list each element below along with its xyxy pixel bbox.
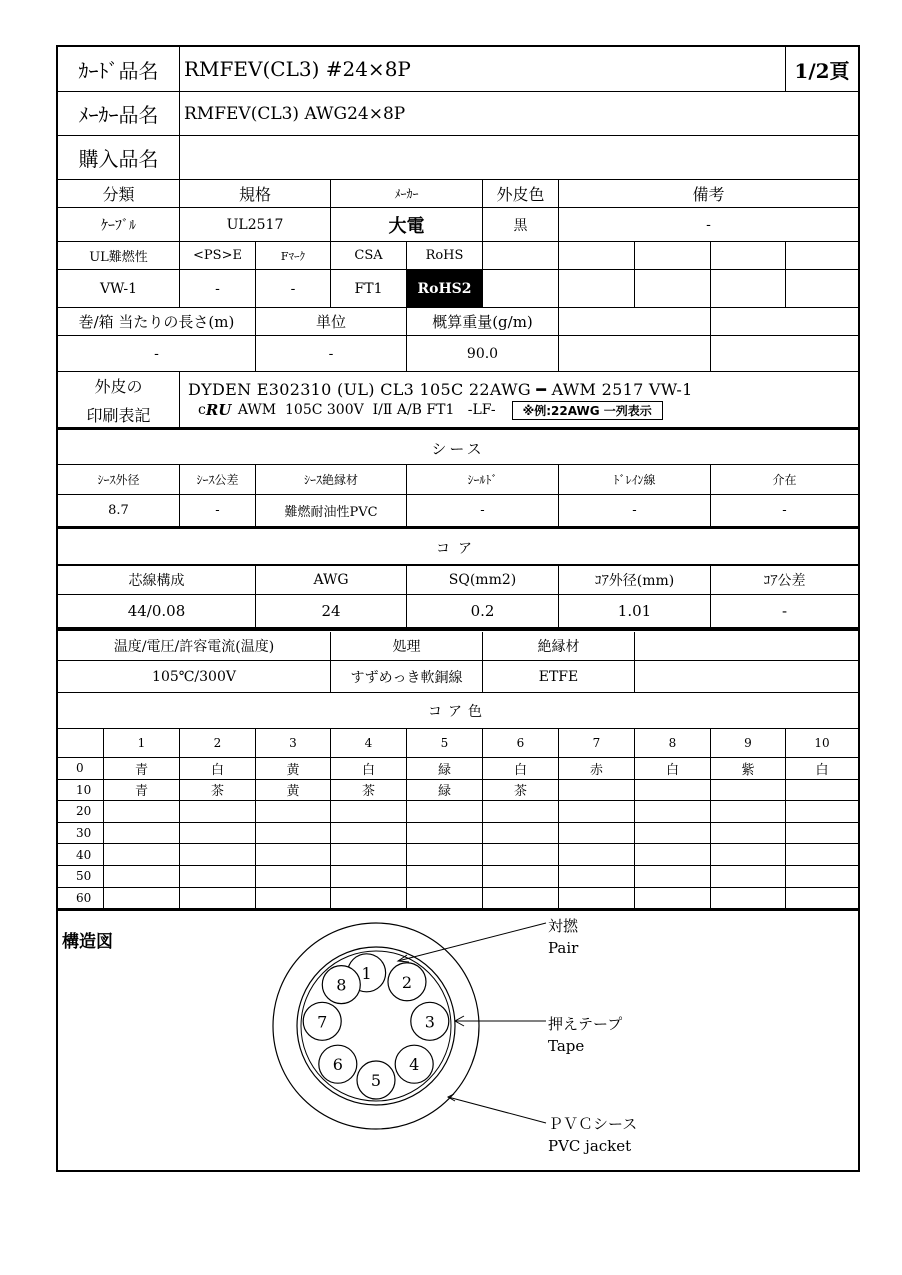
- core-color-row-label: 20: [58, 801, 104, 823]
- card-name-label: ｶｰﾄﾞ品名: [58, 47, 180, 92]
- packaging-header-empty: [559, 308, 711, 336]
- core-color-cell: 白: [483, 758, 559, 780]
- approval-header-empty: [786, 242, 858, 270]
- core-number-label: 3: [424, 1012, 435, 1032]
- sheath-value: 難燃耐油性PVC: [256, 495, 407, 527]
- approval-header-empty: [559, 242, 635, 270]
- core-color-cell: 茶: [331, 780, 407, 802]
- tape-label-en: Tape: [548, 1037, 585, 1055]
- core-header: SQ(mm2): [407, 565, 559, 595]
- core-color-cell: 白: [635, 758, 711, 780]
- packaging-header: 概算重量(g/m): [407, 308, 559, 336]
- core-color-title: コア色: [58, 693, 858, 729]
- core-color-col-header: 2: [180, 729, 256, 758]
- approval-header-empty: [483, 242, 559, 270]
- maker-name-value: RMFEV(CL3) AWG24×8P: [180, 92, 858, 136]
- approval-value: VW-1: [58, 270, 180, 308]
- core-color-cell: 白: [180, 758, 256, 780]
- core-value: 1.01: [559, 595, 711, 628]
- purchase-name-label: 購入品名: [58, 136, 180, 180]
- ul-recognized-logo: RU: [205, 401, 232, 419]
- core-color-cell: [256, 801, 331, 823]
- approval-header: <PS>E: [180, 242, 256, 270]
- core-color-cell: 赤: [559, 758, 635, 780]
- core-color-row-label: 0: [58, 758, 104, 780]
- core-color-cell: [180, 823, 256, 845]
- core-color-cell: [559, 844, 635, 866]
- core-value2: 105℃/300V: [58, 661, 331, 693]
- core-color-cell: [711, 801, 786, 823]
- core-color-cell: [559, 780, 635, 802]
- packaging-header-empty: [711, 308, 858, 336]
- core-color-cell: [483, 823, 559, 845]
- core-value: -: [711, 595, 858, 628]
- approval-value-empty: [559, 270, 635, 308]
- core-color-col-header: 7: [559, 729, 635, 758]
- core-color-cell: [786, 844, 858, 866]
- approval-value-empty: [483, 270, 559, 308]
- jacket-leader-line: [448, 1097, 546, 1123]
- core-header2: 処理: [331, 632, 483, 661]
- jacket-label-en: PVC jacket: [548, 1137, 632, 1155]
- core-color-row-label: 10: [58, 780, 104, 802]
- sheath-header: ｼｰｽ絶縁材: [256, 465, 407, 495]
- packaging-header: 巻/箱 当たりの長さ(m): [58, 308, 256, 336]
- core-color-cell: [711, 780, 786, 802]
- core-color-cell: [180, 801, 256, 823]
- core-color-cell: [635, 888, 711, 910]
- sheath-header: 介在: [711, 465, 858, 495]
- core-color-col-header: 4: [331, 729, 407, 758]
- approval-value: -: [256, 270, 331, 308]
- sheath-value: -: [711, 495, 858, 527]
- sheath-header: ｼｰｽ外径: [58, 465, 180, 495]
- core-color-cell: 茶: [180, 780, 256, 802]
- core-header: AWG: [256, 565, 407, 595]
- marking-example-box: ※例:22AWG 一列表示: [512, 401, 663, 420]
- core-color-cell: [256, 844, 331, 866]
- core-color-cell: 黄: [256, 758, 331, 780]
- core-value: 0.2: [407, 595, 559, 628]
- core-number-label: 2: [401, 972, 413, 992]
- core-color-cell: [786, 888, 858, 910]
- core-color-cell: 緑: [407, 780, 483, 802]
- jacket-label-jp: ＰＶＣシース: [548, 1115, 638, 1133]
- core-number-label: 6: [332, 1055, 343, 1075]
- core-color-cell: 茶: [483, 780, 559, 802]
- classification-header: 分類: [58, 180, 180, 208]
- core-color-cell: [711, 888, 786, 910]
- core-color-cell: [635, 866, 711, 888]
- core-color-cell: [483, 844, 559, 866]
- card-name-value: RMFEV(CL3) #24×8P: [180, 47, 786, 92]
- core-color-cell: [407, 844, 483, 866]
- core-color-cell: [711, 844, 786, 866]
- core-color-cell: [331, 866, 407, 888]
- core-color-col-header: [58, 729, 104, 758]
- approval-header: CSA: [331, 242, 407, 270]
- classification-header: ﾒｰｶｰ: [331, 180, 483, 208]
- approval-header: Fﾏｰｸ: [256, 242, 331, 270]
- marking-label-line1: 外皮の: [94, 376, 143, 396]
- pair-label-en: Pair: [548, 939, 579, 957]
- core-color-cell: [635, 780, 711, 802]
- core-color-cell: [786, 780, 858, 802]
- packaging-header: 単位: [256, 308, 407, 336]
- core-color-cell: [786, 866, 858, 888]
- core-color-cell: [559, 888, 635, 910]
- packaging-value: -: [58, 336, 256, 372]
- core-color-cell: 紫: [711, 758, 786, 780]
- core-color-cell: 青: [104, 758, 180, 780]
- classification-header: 規格: [180, 180, 331, 208]
- sheath-value: -: [407, 495, 559, 527]
- core-color-cell: [483, 801, 559, 823]
- core-header2: 温度/電圧/許容電流(温度): [58, 632, 331, 661]
- packaging-value-empty: [711, 336, 858, 372]
- marking-line2: [188, 401, 663, 420]
- core-color-cell: [407, 801, 483, 823]
- sheath-header: ﾄﾞﾚｲﾝ線: [559, 465, 711, 495]
- core-color-cell: 白: [331, 758, 407, 780]
- sheath-title: シース: [58, 432, 858, 465]
- core-color-cell: [635, 823, 711, 845]
- core-color-cell: [180, 844, 256, 866]
- core-color-cell: [407, 888, 483, 910]
- core-value: 24: [256, 595, 407, 628]
- core-header: ｺｱ公差: [711, 565, 858, 595]
- core-color-row-label: 40: [58, 844, 104, 866]
- core-color-cell: [104, 888, 180, 910]
- core-color-cell: 青: [104, 780, 180, 802]
- marking-label: [58, 372, 180, 428]
- core-number-label: 4: [409, 1055, 420, 1075]
- core-number-label: 7: [317, 1012, 328, 1032]
- core-header2-empty: [635, 632, 858, 661]
- core-color-cell: [331, 888, 407, 910]
- pair-label-jp: 対撚: [548, 917, 579, 935]
- core-color-cell: [104, 844, 180, 866]
- approval-value-empty: [786, 270, 858, 308]
- approval-header-empty: [635, 242, 711, 270]
- core-color-cell: [483, 866, 559, 888]
- core-color-cell: [104, 866, 180, 888]
- maker-name-label: ﾒｰｶｰ品名: [58, 92, 180, 136]
- page-number: 1/2頁: [786, 47, 858, 92]
- section-divider: [58, 428, 858, 430]
- spec-sheet: [56, 45, 860, 1172]
- core-color-cell: [559, 823, 635, 845]
- core-color-col-header: 9: [711, 729, 786, 758]
- core-title: コア: [58, 531, 858, 565]
- core-color-cell: 黄: [256, 780, 331, 802]
- core-color-cell: [407, 866, 483, 888]
- core-number-label: 1: [361, 963, 372, 983]
- core-color-col-header: 8: [635, 729, 711, 758]
- sheath-value: -: [180, 495, 256, 527]
- core-color-cell: [635, 801, 711, 823]
- approval-header-empty: [711, 242, 786, 270]
- purchase-name-value: [180, 136, 858, 180]
- core-color-cell: [559, 866, 635, 888]
- core-color-col-header: 1: [104, 729, 180, 758]
- packaging-value-empty: [559, 336, 711, 372]
- approval-header: UL難燃性: [58, 242, 180, 270]
- pair-leader-line: [398, 923, 546, 961]
- classification-value: -: [559, 208, 858, 242]
- marking-label-line2: 印刷表記: [86, 405, 151, 425]
- core-color-cell: [331, 801, 407, 823]
- core-value2: すずめっき軟銅線: [331, 661, 483, 693]
- core-color-cell: [711, 866, 786, 888]
- core-color-cell: [407, 823, 483, 845]
- approval-value: FT1: [331, 270, 407, 308]
- marking-line2-prefix: c: [198, 402, 206, 418]
- core-color-cell: [331, 823, 407, 845]
- core-color-col-header: 3: [256, 729, 331, 758]
- section-divider: [58, 527, 858, 529]
- packaging-value: -: [256, 336, 407, 372]
- core-color-cell: [331, 844, 407, 866]
- core-value2: ETFE: [483, 661, 635, 693]
- core-number-label: 5: [370, 1071, 382, 1090]
- core-color-row-label: 50: [58, 866, 104, 888]
- classification-value: ｹｰﾌﾞﾙ: [58, 208, 180, 242]
- classification-value: UL2517: [180, 208, 331, 242]
- marking-line2-rest: AWM 105C 300V Ⅰ/Ⅱ A/B FT1 -LF-: [233, 402, 496, 418]
- tape-label-jp: 押えテープ: [548, 1015, 623, 1033]
- core-color-cell: [786, 801, 858, 823]
- core-value2-empty: [635, 661, 858, 693]
- section-divider: [58, 628, 858, 631]
- core-color-cell: 白: [786, 758, 858, 780]
- approval-value-empty: [711, 270, 786, 308]
- core-color-cell: [104, 801, 180, 823]
- core-color-cell: [256, 888, 331, 910]
- core-color-col-header: 10: [786, 729, 858, 758]
- core-color-cell: [559, 801, 635, 823]
- core-color-row-label: 30: [58, 823, 104, 845]
- sheath-header: ｼｰﾙﾄﾞ: [407, 465, 559, 495]
- cable-cross-section-diagram: [58, 911, 858, 1171]
- approval-header: RoHS: [407, 242, 483, 270]
- core-color-cell: [786, 823, 858, 845]
- classification-header: 備考: [559, 180, 858, 208]
- marking-line1: DYDEN E302310 (UL) CL3 105C 22AWG ━ AWM 2517 VW-1: [188, 379, 693, 399]
- packaging-value: 90.0: [407, 336, 559, 372]
- core-color-cell: [711, 823, 786, 845]
- marking-text: [180, 372, 858, 428]
- core-color-cell: [180, 888, 256, 910]
- approval-value: -: [180, 270, 256, 308]
- core-header: 芯線構成: [58, 565, 256, 595]
- classification-value: 黒: [483, 208, 559, 242]
- core-color-cell: [635, 844, 711, 866]
- core-color-col-header: 5: [407, 729, 483, 758]
- core-color-cell: [256, 866, 331, 888]
- sheath-header: ｼｰｽ公差: [180, 465, 256, 495]
- core-number-label: 8: [336, 975, 347, 995]
- rohs-badge: RoHS2: [407, 270, 483, 308]
- core-value: 44/0.08: [58, 595, 256, 628]
- core-color-col-header: 6: [483, 729, 559, 758]
- core-color-cell: [256, 823, 331, 845]
- core-color-cell: [104, 823, 180, 845]
- approval-value-empty: [635, 270, 711, 308]
- classification-value: 大電: [331, 208, 483, 242]
- sheath-value: 8.7: [58, 495, 180, 527]
- classification-header: 外皮色: [483, 180, 559, 208]
- core-header: ｺｱ外径(mm): [559, 565, 711, 595]
- core-color-cell: 緑: [407, 758, 483, 780]
- core-color-cell: [180, 866, 256, 888]
- core-color-row-label: 60: [58, 888, 104, 910]
- structure-title: 構造図: [62, 932, 113, 952]
- sheath-value: -: [559, 495, 711, 527]
- core-header2: 絶縁材: [483, 632, 635, 661]
- core-color-cell: [483, 888, 559, 910]
